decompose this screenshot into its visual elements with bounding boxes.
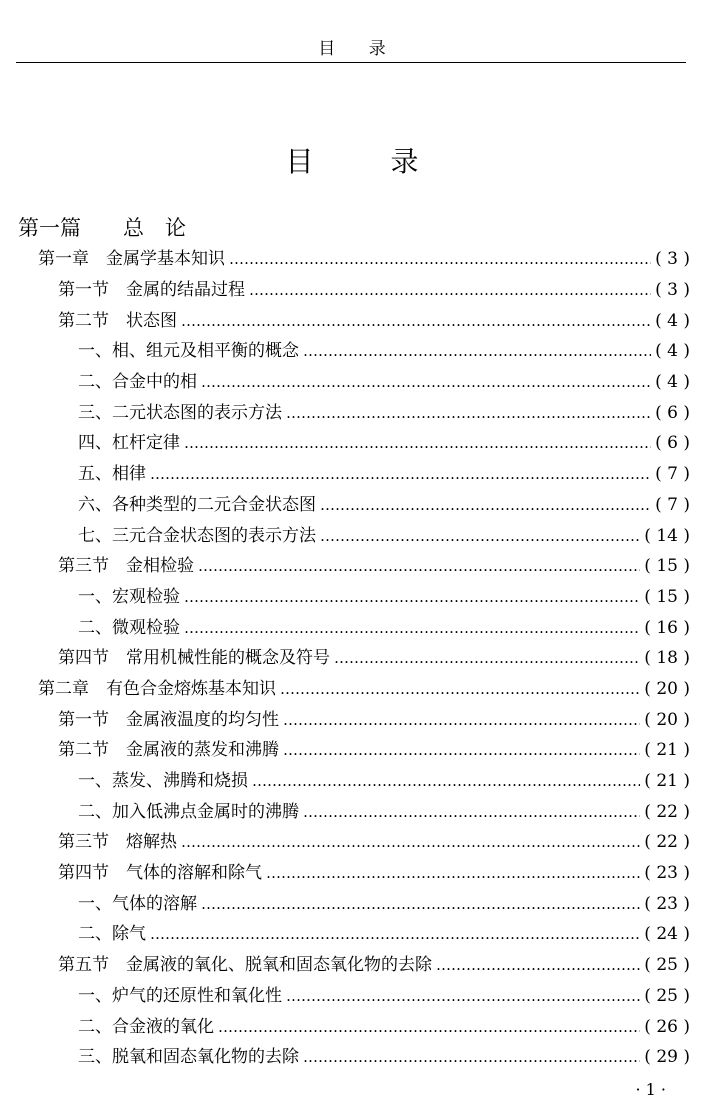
toc-entry[interactable] — [0, 520, 704, 551]
dot-leader — [436, 950, 640, 980]
dot-leader — [334, 643, 640, 673]
toc-entry-page: ( 26 ) — [644, 1016, 690, 1037]
dot-leader — [320, 521, 640, 551]
toc-entry-page: ( 21 ) — [644, 740, 690, 761]
toc-entry-page: ( 22 ) — [644, 801, 690, 822]
toc-entry[interactable] — [0, 551, 704, 582]
toc-entry[interactable] — [0, 582, 704, 613]
toc-entry-page: ( 6 ) — [655, 402, 690, 423]
dot-leader — [280, 674, 640, 704]
part-title — [18, 212, 186, 242]
toc-entry-page: ( 4 ) — [655, 372, 690, 393]
toc-entry[interactable] — [0, 643, 704, 674]
toc-entry-label: 一、气体的溶解 — [78, 893, 197, 914]
toc-entry-page: ( 3 ) — [655, 249, 690, 270]
toc-entry-page: ( 22 ) — [644, 832, 690, 853]
toc-entry[interactable] — [0, 858, 704, 889]
toc-entry[interactable] — [0, 428, 704, 459]
toc-entry[interactable] — [0, 827, 704, 858]
toc-entry-label: 第三节 金相检验 — [58, 556, 194, 577]
toc-entry-page: ( 20 ) — [644, 709, 690, 730]
toc-entry-page: ( 29 ) — [644, 1047, 690, 1068]
dot-leader — [286, 981, 640, 1011]
toc-entry-label: 一、炉气的还原性和氧化性 — [78, 985, 282, 1006]
dot-leader — [184, 613, 640, 643]
dot-leader — [283, 705, 640, 735]
toc-entry[interactable] — [0, 367, 704, 398]
toc-entry-label: 四、杠杆定律 — [78, 433, 180, 454]
toc-entry-page: ( 7 ) — [655, 494, 690, 515]
toc-entry-page: ( 15 ) — [644, 586, 690, 607]
dot-leader — [252, 766, 640, 796]
toc-entry-page: ( 23 ) — [644, 863, 690, 884]
toc-entry-label: 二、微观检验 — [78, 617, 180, 638]
toc-entry-label: 一、蒸发、沸腾和烧损 — [78, 771, 248, 792]
toc-entry[interactable] — [0, 766, 704, 797]
toc-entry-label: 三、脱氧和固态氧化物的去除 — [78, 1047, 299, 1068]
toc-entry-page: ( 3 ) — [655, 280, 690, 301]
toc-entry-page: ( 23 ) — [644, 893, 690, 914]
table-of-contents — [0, 244, 704, 1073]
toc-entry[interactable] — [0, 490, 704, 521]
dot-leader — [218, 1012, 640, 1042]
dot-leader — [181, 827, 640, 857]
toc-entry[interactable] — [0, 674, 704, 705]
page-title: 目 录 — [285, 145, 453, 178]
toc-entry[interactable] — [0, 305, 704, 336]
toc-entry-page: ( 20 ) — [644, 678, 690, 699]
toc-entry[interactable] — [0, 459, 704, 490]
toc-entry[interactable] — [0, 919, 704, 950]
toc-entry-page: ( 4 ) — [655, 310, 690, 331]
dot-leader — [303, 1042, 640, 1072]
dot-leader — [184, 428, 651, 458]
toc-entry-page: ( 15 ) — [644, 556, 690, 577]
toc-entry[interactable] — [0, 275, 704, 306]
page-number: · 1 · — [635, 1080, 666, 1099]
part-label: 第一篇 — [18, 216, 81, 240]
dot-leader — [150, 919, 640, 949]
toc-entry-label: 三、二元状态图的表示方法 — [78, 402, 282, 423]
toc-entry-page: ( 25 ) — [644, 985, 690, 1006]
dot-leader — [201, 889, 640, 919]
part-name: 总 论 — [123, 216, 186, 240]
toc-entry-label: 二、加入低沸点金属时的沸腾 — [78, 801, 299, 822]
toc-entry[interactable] — [0, 981, 704, 1012]
toc-entry-label: 第二章 有色合金熔炼基本知识 — [38, 678, 276, 699]
running-head: 目 录 — [318, 39, 400, 59]
toc-entry-label: 第一节 金属的结晶过程 — [58, 280, 245, 301]
toc-entry-label: 第四节 气体的溶解和除气 — [58, 863, 262, 884]
toc-entry-label: 二、合金液的氧化 — [78, 1016, 214, 1037]
toc-entry[interactable] — [0, 888, 704, 919]
toc-entry-page: ( 7 ) — [655, 464, 690, 485]
toc-entry-page: ( 25 ) — [644, 955, 690, 976]
dot-leader — [201, 367, 651, 397]
toc-entry-label: 六、各种类型的二元合金状态图 — [78, 494, 316, 515]
toc-entry[interactable] — [0, 397, 704, 428]
toc-entry-label: 第二节 状态图 — [58, 310, 177, 331]
toc-entry-label: 一、宏观检验 — [78, 586, 180, 607]
toc-entry[interactable] — [0, 336, 704, 367]
dot-leader — [181, 306, 651, 336]
toc-entry-label: 第一章 金属学基本知识 — [38, 249, 225, 270]
toc-entry[interactable] — [0, 796, 704, 827]
toc-entry-label: 第五节 金属液的氧化、脱氧和固态氧化物的去除 — [58, 955, 432, 976]
toc-entry-label: 二、合金中的相 — [78, 372, 197, 393]
toc-entry-page: ( 16 ) — [644, 617, 690, 638]
toc-entry-page: ( 21 ) — [644, 771, 690, 792]
toc-entry[interactable] — [0, 950, 704, 981]
toc-entry[interactable] — [0, 612, 704, 643]
toc-entry[interactable] — [0, 1042, 704, 1073]
toc-entry-label: 第三节 熔解热 — [58, 832, 177, 853]
dot-leader — [184, 582, 640, 612]
toc-entry[interactable] — [0, 735, 704, 766]
toc-entry[interactable] — [0, 704, 704, 735]
dot-leader — [229, 244, 651, 274]
dot-leader — [303, 797, 640, 827]
toc-entry-label: 五、相律 — [78, 464, 146, 485]
dot-leader — [283, 735, 640, 765]
toc-entry[interactable] — [0, 1011, 704, 1042]
toc-entry-label: 七、三元合金状态图的表示方法 — [78, 525, 316, 546]
toc-entry-page: ( 14 ) — [644, 525, 690, 546]
dot-leader — [320, 490, 651, 520]
toc-entry-label: 第二节 金属液的蒸发和沸腾 — [58, 740, 279, 761]
toc-entry-page: ( 6 ) — [655, 433, 690, 454]
dot-leader — [249, 275, 651, 305]
dot-leader — [198, 551, 640, 581]
toc-entry-label: 第四节 常用机械性能的概念及符号 — [58, 648, 330, 669]
toc-entry-label: 第一节 金属液温度的均匀性 — [58, 709, 279, 730]
toc-entry[interactable] — [0, 244, 704, 275]
toc-entry-page: ( 18 ) — [644, 648, 690, 669]
toc-entry-page: ( 24 ) — [644, 924, 690, 945]
toc-entry-label: 二、除气 — [78, 924, 146, 945]
header-rule — [16, 62, 686, 63]
dot-leader — [303, 336, 651, 366]
dot-leader — [286, 398, 651, 428]
dot-leader — [150, 459, 651, 489]
dot-leader — [266, 858, 640, 888]
toc-entry-label: 一、相、组元及相平衡的概念 — [78, 341, 299, 362]
toc-entry-page: ( 4 ) — [655, 341, 690, 362]
